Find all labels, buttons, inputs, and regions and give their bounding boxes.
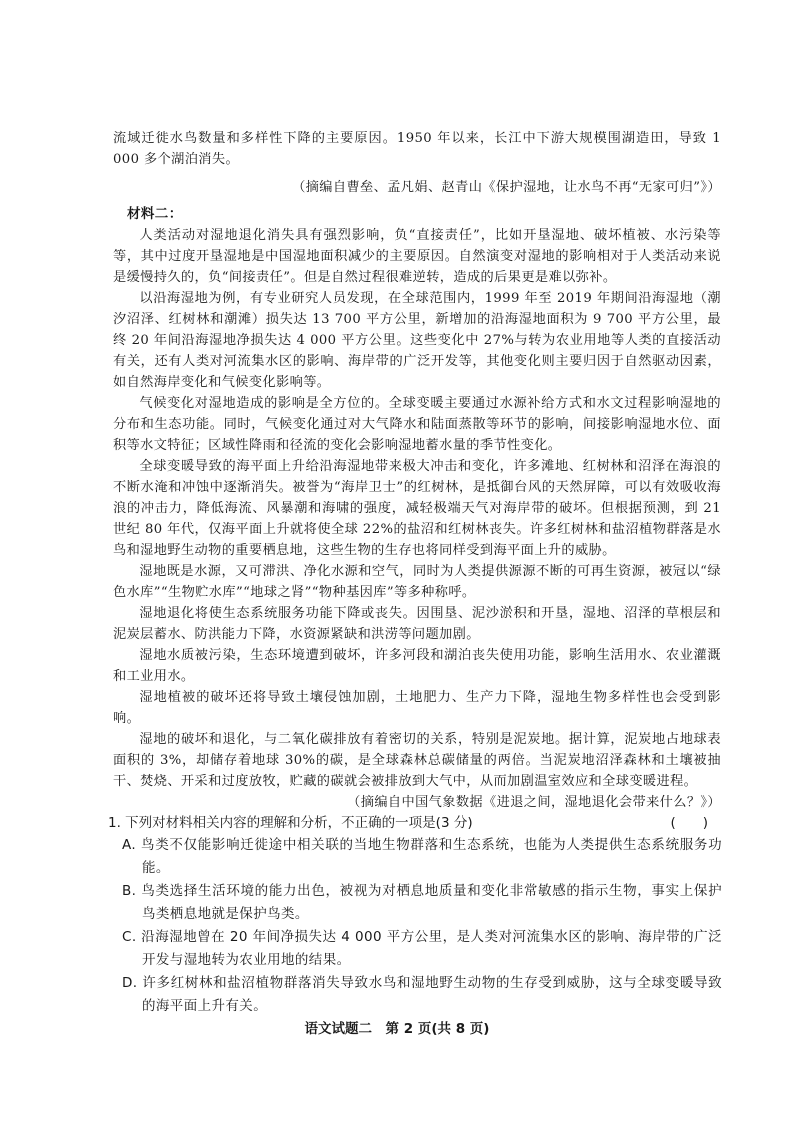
option-b: B. 鸟类选择生活环境的能力出色，被视为对栖息地质量和变化非常敏感的指示生物，事实上保护鸟类栖息地就是保护鸟类。 [122, 883, 722, 922]
page-footer: 语文试题二 第 2 页(共 8 页) [304, 1021, 490, 1037]
material-2-source: （摘编自中国气象数据《进退之间，湿地退化会带来什么？》） [347, 795, 721, 810]
option-a: A. 鸟类不仅能影响迁徙途中相关联的当地生物群落和生态系统，也能为人类提供生态系统服务功能。 [122, 837, 722, 876]
paragraph-climate-change: 气候变化对湿地造成的影响是全方位的。全球变暖主要通过水源补给方式和水文过程影响湿地的分布和生态功能。同时，气候变化通过对大气降水和陆面蒸散等环节的影响，间接影响湿地水位、面积等水文特征；区域性降雨和径流的变化会影响湿地蓄水量的季节性变化。 [113, 396, 721, 453]
paragraph-service-decline: 湿地退化将使生态系统服务功能下降或丧失。因围垦、泥沙淤积和开垦，湿地、沼泽的草根层和泥炭层蓄水、防洪能力下降，水资源紧缺和洪涝等问题加剧。 [113, 606, 721, 642]
paragraph-sea-level-rise: 全球变暖导致的海平面上升给沿海湿地带来极大冲击和变化，许多滩地、红树林和沼泽在海浪的不断水淹和冲蚀中逐渐消失。被誉为“海岸卫士”的红树林，是抵御台风的天然屏障，可以有效吸收海浪的冲击力，降低海流、风暴潮和海啸的强度，减轻极端天气对海岸带的破坏。但根据预测，到 21 世纪 80 年代，仅海平面上升就将使全球 22%的盐沼和红树林丧失。许多红树林和盐沼植物群落是水鸟和湿地野生动物的重要栖息地，这些生物的生存也将同样受到海平面上升的威胁。 [113, 459, 721, 558]
question-1 [108, 813, 722, 1018]
option-c: C. 沿海湿地曾在 20 年间净损失达 4 000 平方公里，是人类对河流集水区的影响、海岸带的广泛开发与湿地转为农业用地的结果。 [122, 929, 722, 968]
paragraph-human-impact: 人类活动对湿地退化消失具有强烈影响，负“直接责任”，比如开垦湿地、破坏植被、水污染等等，其中过度开垦湿地是中国湿地面积减少的主要原因。自然演变对湿地的影响相对于人类活动来说是缓慢持久的，负“间接责任”。但是自然过程很难逆转，造成的后果更是难以弥补。 [113, 228, 721, 285]
question-stem: 1. 下列对材料相关内容的理解和分析，不正确的一项是(3 分) [108, 815, 473, 831]
answer-blank: ( ) [670, 815, 708, 831]
option-d: D. 许多红树林和盐沼植物群落消失导致水鸟和湿地野生动物的生存受到威胁，这与全球变暖导致的海平面上升有关。 [122, 975, 722, 1014]
paragraph-water-pollution: 湿地水质被污染，生态环境遭到破坏，许多河段和湖泊丧失使用功能，影响生活用水、农业灌溉和工业用水。 [113, 648, 721, 684]
passage-top [113, 128, 721, 225]
question-stem-row [108, 813, 722, 834]
material-1-ending: 流域迁徙水鸟数量和多样性下降的主要原因。1950 年以来，长江中下游大规模围湖造田，导致 1 000 多个湖泊消失。 [113, 131, 721, 167]
material-2-body [113, 225, 721, 813]
paragraph-peatland-carbon: 湿地的破坏和退化，与二氧化碳排放有着密切的关系，特别是泥炭地。据计算，泥炭地占地球表面积的 3%，却储存着地球 30%的碳，是全球森林总碳储量的两倍。当泥炭地沼泽森林和土壤被抽干、焚烧、开采和过度放牧，贮藏的碳就会被排放到大气中，从而加剧温室效应和全球变暖进程。 [113, 732, 721, 789]
paragraph-wetland-value: 湿地既是水源，又可滞洪、净化水源和空气，同时为人类提供源源不断的可再生资源，被冠以“绿色水库”“生物贮水库”“地球之肾”“物种基因库”等多种称呼。 [113, 564, 721, 600]
paragraph-coastal-wetlands: 以沿海湿地为例，有专业研究人员发现，在全球范围内，1999 年至 2019 年期间沿海湿地（潮汐沼泽、红树林和潮滩）损失达 13 700 平方公里，新增加的沿海湿地面积为 9 700 平方公里，最终 20 年间沿海湿地净损失达 4 000 平方公里。这些变化中 27%与转为农业用地等人类的直接活动有关，还有人类对河流集水区的影响、海岸带的广泛开发等，其他变化则主要归因于自然驱动因素，如自然海岸变化和气候变化影响等。 [113, 291, 721, 390]
paragraph-vegetation-damage: 湿地植被的破坏还将导致土壤侵蚀加剧，土地肥力、生产力下降，湿地生物多样性也会受到影响。 [113, 690, 721, 726]
material-2-heading: 材料二： [127, 206, 183, 222]
material-1-source: （摘编自曹垒、孟凡娟、赵青山《保护湿地，让水鸟不再“无家可归”》） [292, 180, 721, 195]
